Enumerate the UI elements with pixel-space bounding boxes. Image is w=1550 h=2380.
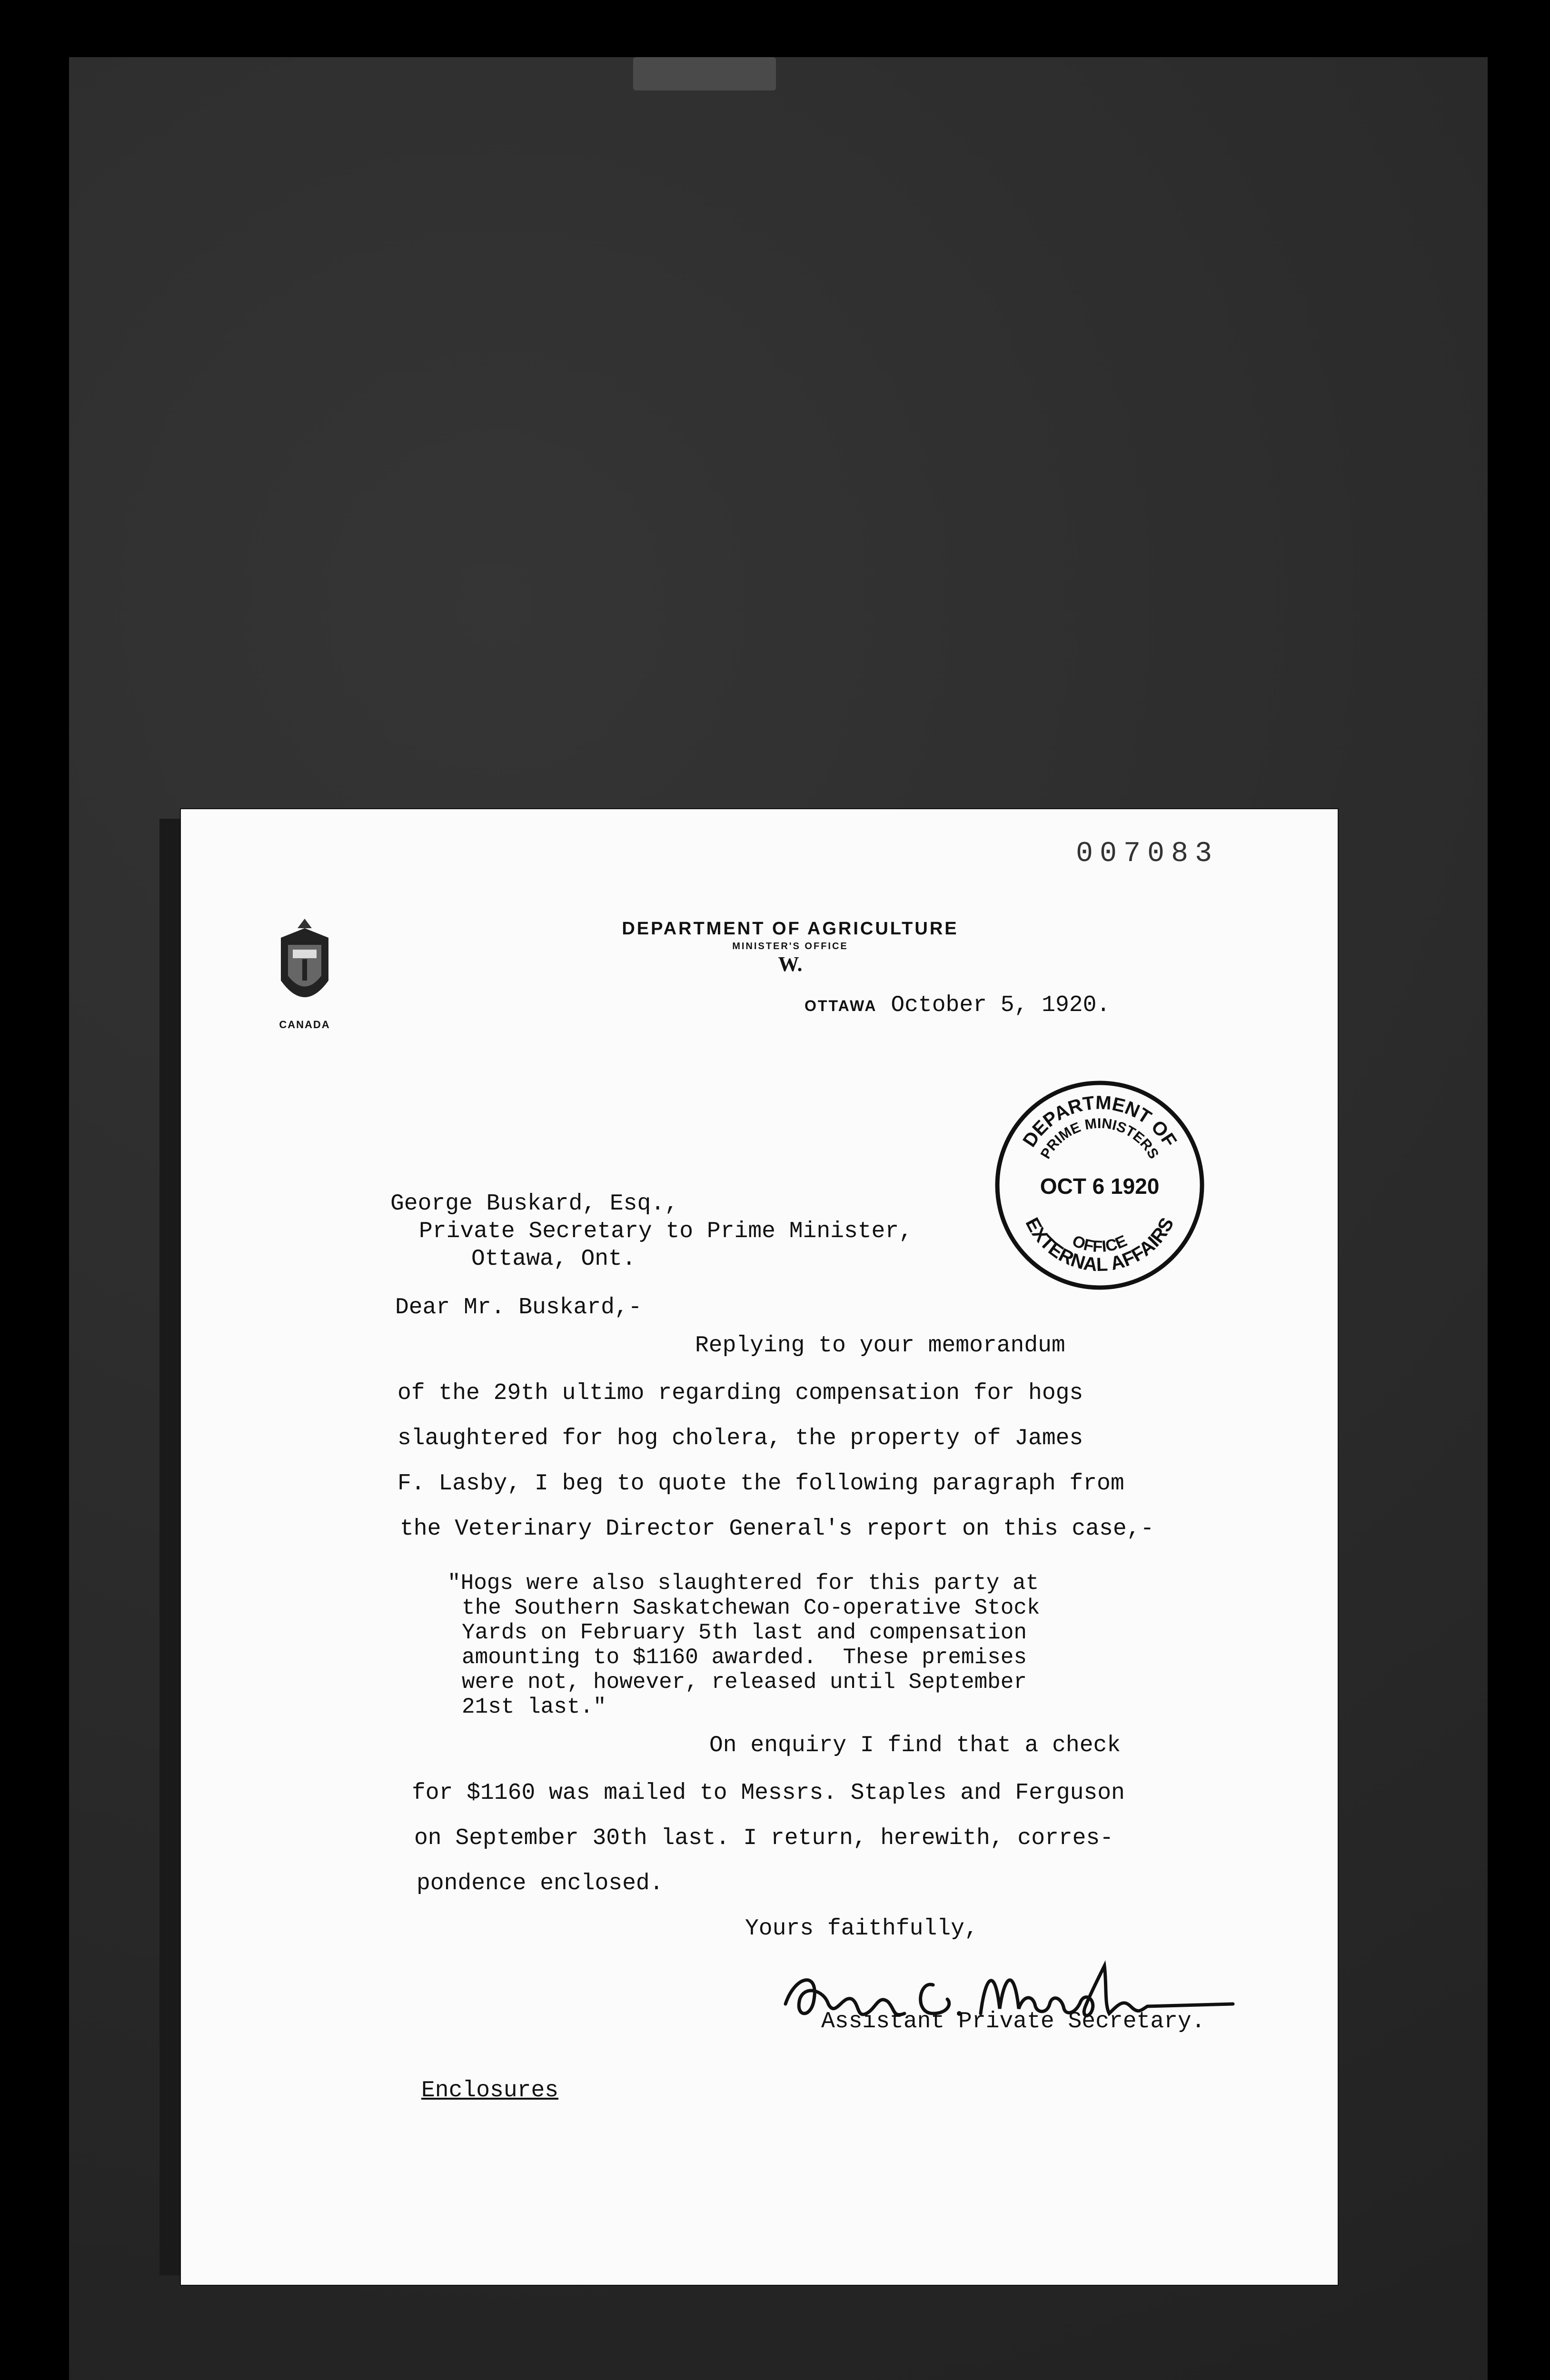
paragraph-line: On enquiry I find that a check <box>709 1733 1121 1758</box>
quote-line: 21st last." <box>462 1695 606 1719</box>
document-number: 007083 <box>1075 838 1219 870</box>
quote-line: Yards on February 5th last and compensation <box>462 1620 1027 1645</box>
dateline-date: October 5, 1920. <box>891 992 1111 1018</box>
quoted-report <box>447 1571 1040 1719</box>
page-edge-shadow <box>159 819 183 2275</box>
address-line: Ottawa, Ont. <box>471 1246 636 1272</box>
paragraph-line: of the 29th ultimo regarding compensation for hogs <box>397 1380 1083 1406</box>
paragraph-line: F. Lasby, I beg to quote the following paragraph from <box>397 1471 1124 1497</box>
stamp-top-text: DEPARTMENT OF <box>1019 1092 1181 1151</box>
stamp-second-text: PRIME MINISTERS <box>1037 1115 1162 1162</box>
dateline-city: OTTAWA <box>805 997 877 1014</box>
paper-clip-shadow <box>633 57 776 90</box>
paragraph-line: pondence enclosed. <box>417 1871 664 1896</box>
paragraph-line: Replying to your memorandum <box>695 1333 1065 1359</box>
letter-page <box>181 809 1338 2285</box>
recipient-address <box>390 1190 913 1273</box>
address-line: George Buskard, Esq., <box>390 1191 678 1217</box>
crest-label: CANADA <box>279 1019 330 1031</box>
paragraph-line: on September 30th last. I return, herewith, corres- <box>414 1825 1114 1851</box>
letterhead <box>609 919 971 976</box>
quote-line: the Southern Saskatchewan Co-operative Stock <box>462 1596 1040 1620</box>
paragraph-line: for $1160 was mailed to Messrs. Staples and Ferguson <box>412 1780 1125 1806</box>
quote-line: were not, however, released until September <box>462 1670 1027 1695</box>
signer-title: Assistant Private Secretary. <box>821 2009 1205 2034</box>
enclosures-note: Enclosures <box>421 2078 559 2103</box>
salutation: Dear Mr. Buskard,- <box>395 1295 642 1320</box>
received-stamp <box>990 1076 1209 1295</box>
office-name: MINISTER'S OFFICE <box>732 941 848 952</box>
paragraph-line: slaughtered for hog cholera, the property of James <box>397 1426 1083 1451</box>
stamp-bottom-text: EXTERNAL AFFAIRS <box>1021 1214 1178 1276</box>
quote-line: amounting to $1160 awarded. These premises <box>462 1645 1027 1670</box>
canada-crest-icon <box>267 919 343 1023</box>
stamp-date: OCT 6 1920 <box>1040 1174 1160 1199</box>
quote-line: "Hogs were also slaughtered for this party at <box>447 1571 1039 1596</box>
closing: Yours faithfully, <box>745 1916 978 1942</box>
dateline <box>805 992 1110 1018</box>
letterhead-initial: W. <box>778 952 803 976</box>
department-name: DEPARTMENT OF AGRICULTURE <box>622 919 959 939</box>
stamp-office-text: OFFICE <box>1069 1231 1130 1256</box>
paragraph-line: the Veterinary Director General's report on this case,- <box>400 1516 1154 1542</box>
address-line: Private Secretary to Prime Minister, <box>419 1219 913 1244</box>
